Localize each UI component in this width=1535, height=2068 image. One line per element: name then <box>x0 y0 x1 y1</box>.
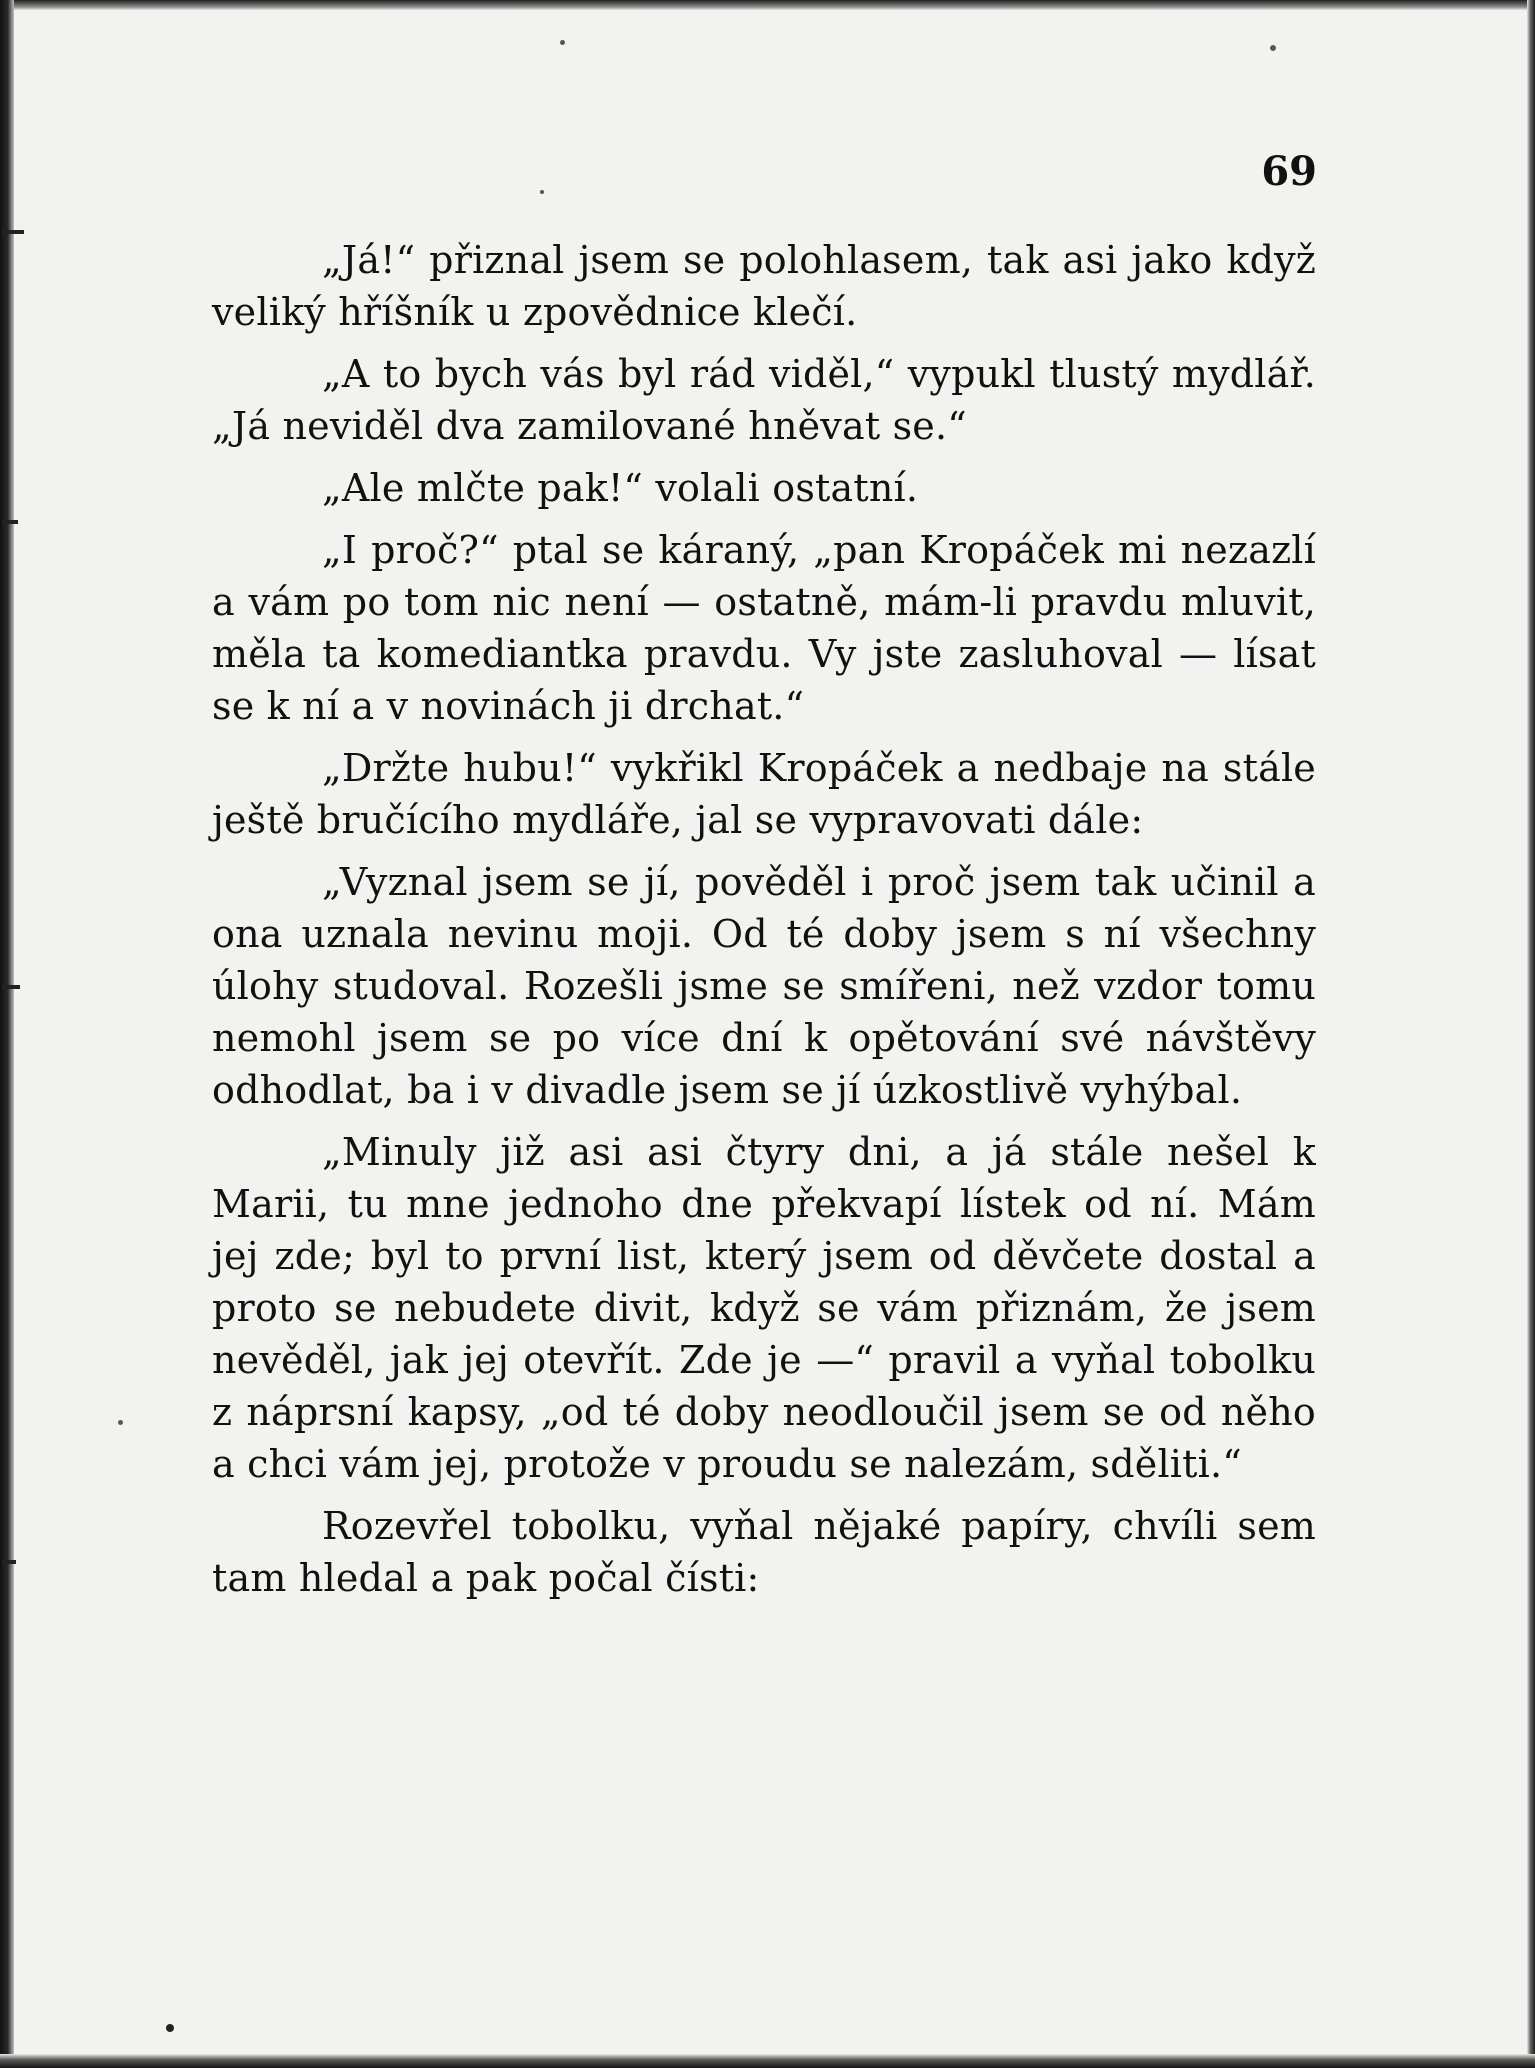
paragraph: „Ale mlčte pak!“ volali ostatní. <box>322 466 919 510</box>
gutter-mark <box>2 520 18 524</box>
paragraph: „Vyznal jsem se jí, pověděl i proč jsem tak učinil a ona uznala nevinu moji. Od té doby jsem s ní všechny úlohy studoval. Rozešli jsme se smířeni, než vzdor tomu nemohl jsem se po více dní k opětování své návštěvy odhodlat, ba i v divadle jsem se jí úzkostlivě vyhýbal. <box>212 860 1316 1112</box>
paragraph: „A to bych vás byl rád viděl,“ vypukl tlustý mydlář. „Já neviděl dva zamilované hněvat se.“ <box>212 352 1316 448</box>
scan-edge-left <box>0 0 14 2068</box>
paragraph: „Držte hubu!“ vykřikl Kropáček a nedbaje na stále ještě bručícího mydláře, jal se vypravovati dále: <box>212 746 1316 842</box>
paragraph: Rozevřel tobolku, vyňal nějaké papíry, chvíli sem tam hledal a pak počal čísti: <box>212 1504 1316 1600</box>
scan-edge-right <box>1527 0 1535 2068</box>
scan-edge-top <box>0 0 1535 10</box>
paragraph: „Já!“ přiznal jsem se polohlasem, tak asi jako když veliký hříšník u zpovědnice klečí. <box>212 238 1316 334</box>
gutter-mark <box>2 1560 16 1564</box>
scan-speck <box>540 190 544 194</box>
scan-speck <box>118 1420 123 1425</box>
scan-speck <box>166 2024 174 2032</box>
paragraph: „Minuly již asi asi čtyry dni, a já stále nešel k Marii, tu mne jednoho dne překvapí lístek od ní. Mám jej zde; byl to první list, který jsem od děvčete dostal a proto se nebudete divit, když se vám přiznám, že jsem nevěděl, jak jej otevřít. Zde je —“ pravil a vyňal tobolku z náprsní kapsy, „od té doby neodloučil jsem se od něho a chci vám jej, protože v proudu se nalezám, sděliti.“ <box>212 1130 1316 1486</box>
scan-speck <box>560 40 565 45</box>
paragraph: „I proč?“ ptal se káraný, „pan Kropáček mi nezazlí a vám po tom nic není — ostatně, mám-li pravdu mluvit, měla ta komediantka pravdu. Vy jste zasluhoval — lísat se k ní a v novinách ji drchat.“ <box>212 528 1316 728</box>
gutter-mark <box>2 230 24 234</box>
scan-edge-bottom <box>0 2054 1535 2068</box>
page-number: 69 <box>1261 148 1317 195</box>
gutter-mark <box>2 985 20 989</box>
scan-speck <box>1270 45 1276 51</box>
body-text <box>212 234 1316 1614</box>
